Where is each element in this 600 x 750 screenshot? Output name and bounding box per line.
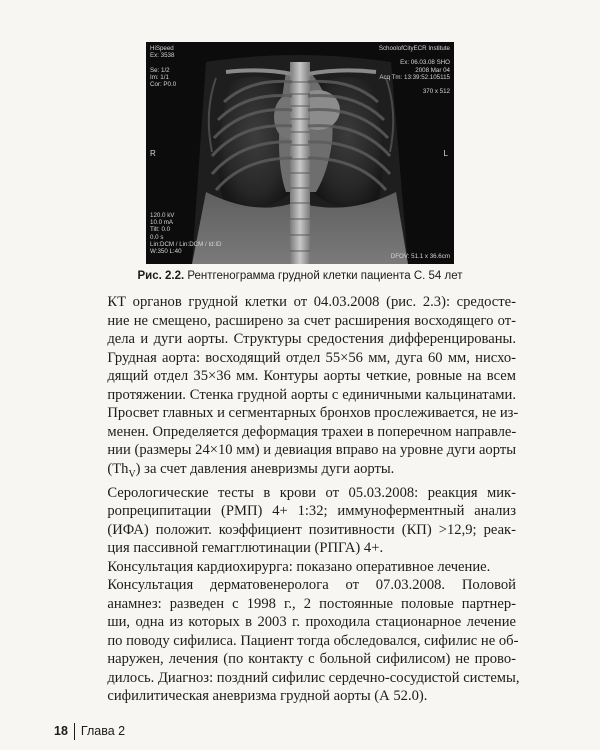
page-footer xyxy=(54,722,125,740)
text-line: ние не смещено, расширено за счет расширения восходящего от- xyxy=(107,312,516,329)
chapter-label: Глава 2 xyxy=(80,724,126,738)
text-line: ция пассивной гемагглютинации (РПГА) 4+. xyxy=(107,540,384,557)
overlay-top-left: HiSpeed Ex: 3538 Se: 1/2 Im: 1/1 Cor: P0.0 xyxy=(150,45,177,89)
text-line: Грудная аорта: восходящий отдел 55×56 мм, дуга 60 мм, нисхо- xyxy=(107,349,516,366)
text-line: Просвет главных и сегментарных бронхов прослеживается, не из- xyxy=(107,405,519,421)
paragraph-ct-findings xyxy=(84,293,519,484)
caption-label: Рис. 2.2. xyxy=(137,270,185,282)
text-line: КТ органов грудной клетки от 04.03.2008 (рис. 2.3): средосте- xyxy=(107,294,516,310)
text-line: Консультация кардиохирурга: показано оперативное лечение. xyxy=(107,558,491,575)
footer-divider xyxy=(74,723,75,740)
text-line: дящий отдел 35×36 мм. Контуры аорты четкие, ровные на всем xyxy=(107,368,516,384)
text-line: Консультация дерматовенеролога от 07.03.2008. Половой xyxy=(107,577,516,594)
text-line: ши, одна из которых в 2003 г. проходила стационарное лечение xyxy=(107,614,516,631)
paragraph-serology xyxy=(84,484,516,558)
overlay-top-right: SchoolofCityECR Institute Ex: 06.03.08 SHO 2008 Mar 04 Acq Tm: 13:39:52.105115 370 x 512 xyxy=(378,45,450,96)
overlay-orientation-r: R xyxy=(150,149,156,158)
text-line: Серологические тесты в крови от 05.03.2008: реакция мик- xyxy=(107,484,516,501)
text-line: анамнез: разведен с 1998 г., 2 постоянные половые партнер- xyxy=(107,595,516,612)
text-line: дела и дуги аорты. Структуры средостения дифференцированы. xyxy=(107,331,516,347)
text-line: ропреципитации (РМП) 4+ 1:32; иммуноферментный анализ xyxy=(107,503,516,520)
text-line xyxy=(84,460,516,484)
overlay-bottom-left: 120.0 kV 10.0 mA Tilt: 0.0 0.0 s Lin:DCM / Lin:DCM / Id:ID W:350 L:40 xyxy=(150,212,222,256)
chest-xray-image xyxy=(146,42,454,264)
page-number: 18 xyxy=(54,724,68,738)
paragraph-cardiosurgeon xyxy=(84,558,516,577)
text-line: наружен, лечения (по контакту с больной сифилисом) не прово- xyxy=(107,651,516,668)
caption-text: Рентгенограмма грудной клетки пациента С. 54 лет xyxy=(187,270,463,282)
text-line: (ИФА) положит. коэффициент позитивности (КП) >12,9; реак- xyxy=(107,521,516,538)
text-line: менен. Определяется деформация трахеи в поперечном направле- xyxy=(107,423,517,440)
overlay-bottom-right: DFOV: 51.1 x 36.6cm xyxy=(390,253,450,260)
text-fragment: (Th xyxy=(107,460,129,477)
text-line: нии (размеры 24×10 мм) и девиация вправо на уровне дуги аорты xyxy=(107,442,516,458)
text-line: протяжении. Стенка грудной аорты с единичными кальцинатами. xyxy=(107,386,516,403)
overlay-orientation-l: L xyxy=(443,149,448,158)
text-line: по поводу сифилиса. Пациент тогда обследовался, сифилис не об- xyxy=(107,632,519,649)
text-fragment: ) за счет давления аневризмы дуги аорты. xyxy=(135,460,395,477)
paragraph-dermatovenereologist xyxy=(84,576,520,706)
text-line: дилось. Диагноз: поздний сифилис сердечно-сосудистой системы, xyxy=(107,669,520,686)
subscript-text: V xyxy=(128,468,136,480)
figure-caption xyxy=(0,270,600,282)
body-text xyxy=(84,293,520,706)
text-line: сифилитическая аневризма грудной аорты (А 52.0). xyxy=(107,688,428,705)
